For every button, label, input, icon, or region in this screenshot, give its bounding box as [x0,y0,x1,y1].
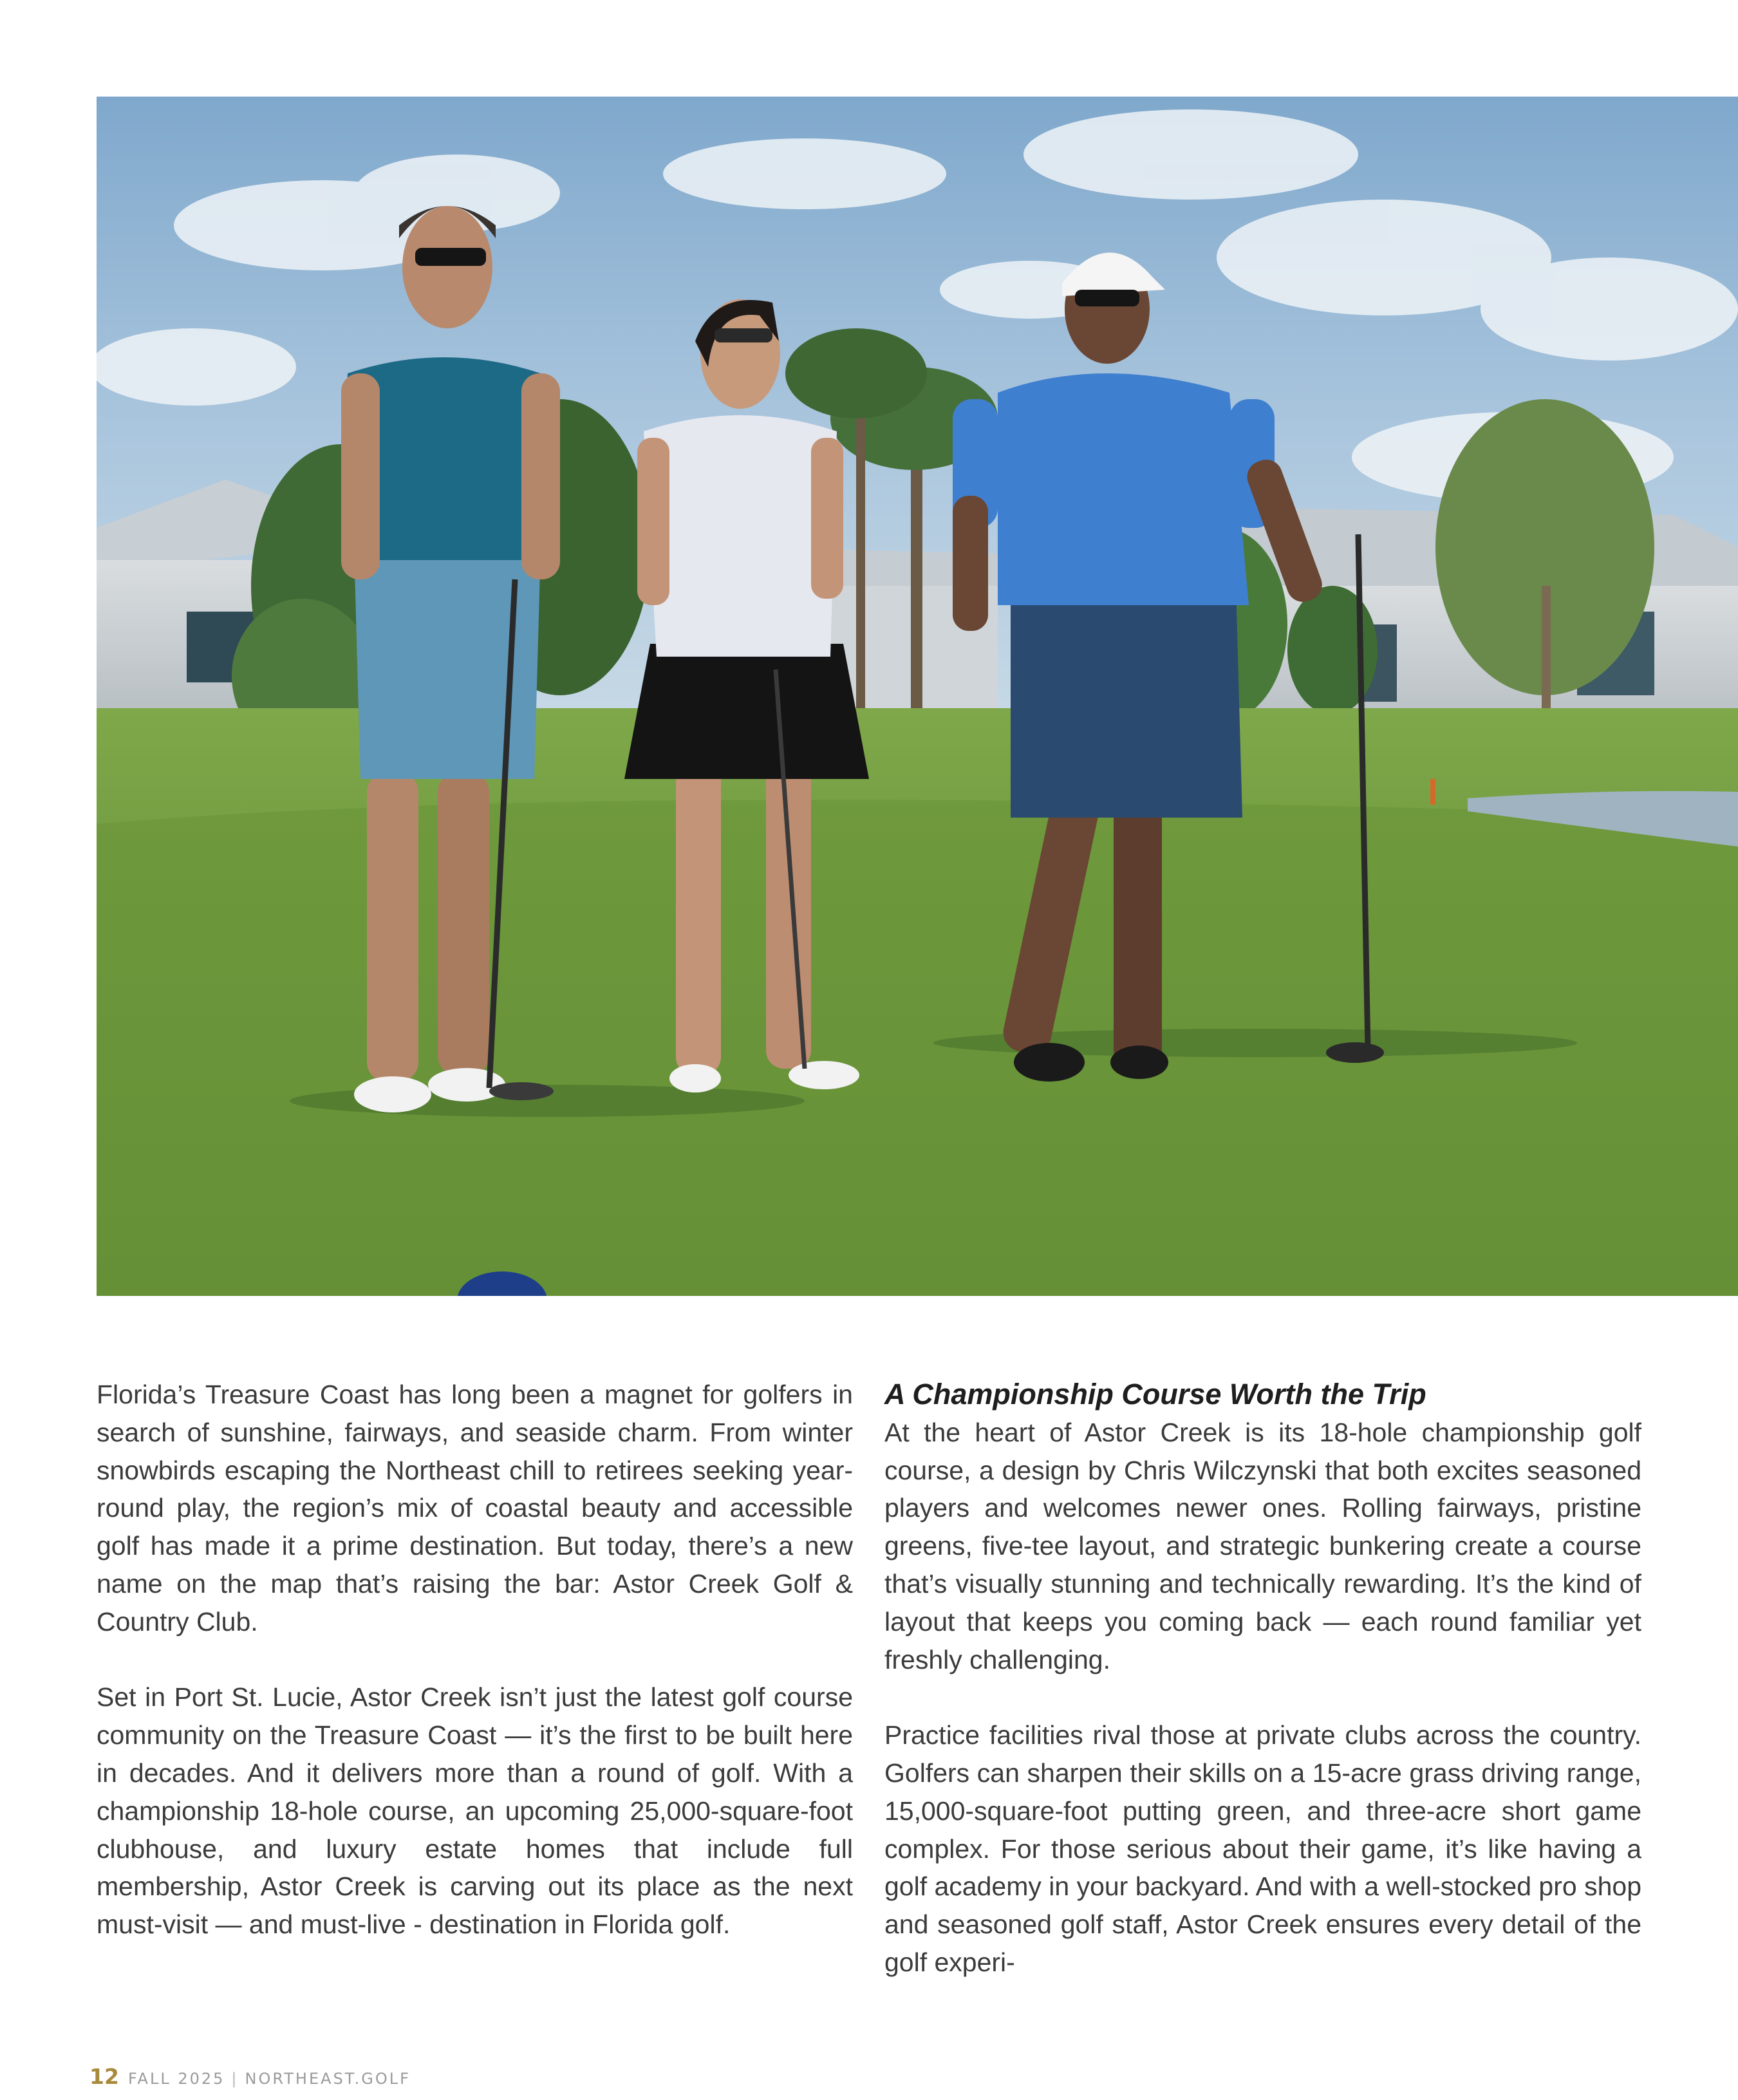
page-footer [89,2064,411,2090]
hero-photo [97,97,1738,1296]
paragraph: At the heart of Astor Creek is its 18-hole championship golf course, a design by Chris Wilczynski that both excites seasoned players and welcomes newer ones. Rolling fairways, pristine greens, five-tee layout, and strategic bunkering create a course that’s visually stunning and technically rewarding. It’s the kind of layout that keeps you coming back — each round familiar yet freshly challenging. [884,1417,1641,1674]
golfers-illustration [97,97,1738,1296]
section-heading: A Championship Course Worth the Trip [884,1378,1426,1411]
publication-name: NORTHEAST.GOLF [245,2070,411,2088]
footer-separator: | [231,2070,239,2088]
paragraph: Set in Port St. Lucie, Astor Creek isn’t just the latest golf course community on the Treasure Coast — it’s the first to be built here in decades. And it delivers more than a round of golf. With a championship 18-hole course, an upcoming 25,000-square-foot clubhouse, and luxury estate homes that include full membership, Astor Creek is carving out its place as the next must-visit — and must-live - destination in Florida golf. [97,1682,853,1940]
issue-label: FALL 2025 [127,2070,225,2088]
paragraph: Practice facilities rival those at private clubs across the country. Golfers can sharpen their skills on a 15-acre grass driving range, 15,000-square-foot putting green, and three-acre short game complex. For those serious about their game, it’s like having a golf academy in your backyard. And with a well-stocked pro shop and seasoned golf staff, Astor Creek ensures every detail of the golf experi- [884,1720,1641,1977]
page-number: 12 [89,2064,119,2089]
article-right-column [884,1376,1641,1982]
article-left-column [97,1376,853,1944]
paragraph: Florida’s Treasure Coast has long been a magnet for golfers in search of sunshine, fairways, and seaside charm. From winter snowbirds escaping the Northeast chill to retirees seeking year-round play, the region’s mix of coastal beauty and accessible golf has made it a prime destination. But today, there’s a new name on the map that’s raising the bar: Astor Creek Golf & Country Club. [97,1380,853,1636]
